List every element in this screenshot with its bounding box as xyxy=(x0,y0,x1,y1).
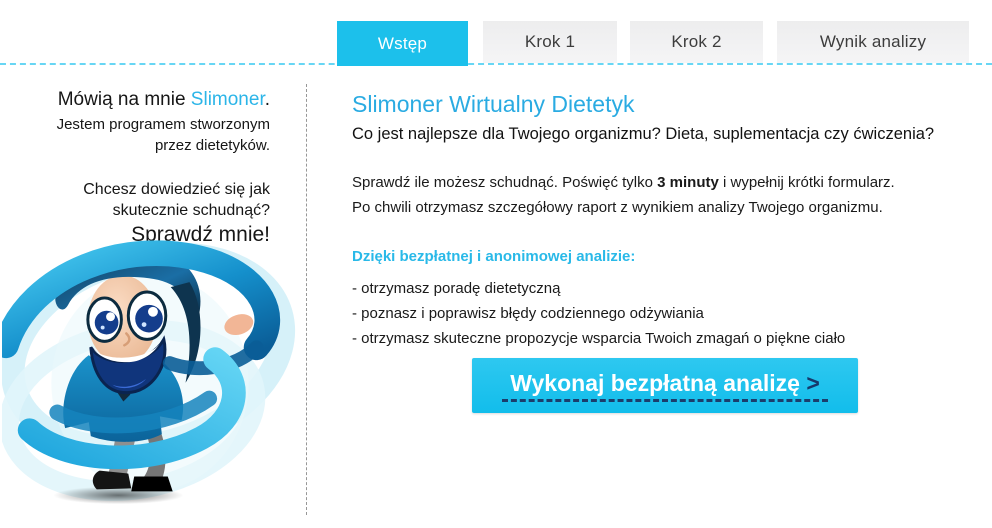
tab-wstep-label: Wstęp xyxy=(377,33,428,53)
benefits-list xyxy=(352,276,967,351)
tab-krok-2[interactable] xyxy=(630,21,763,63)
vertical-dashed-divider xyxy=(306,84,307,515)
tab-wynik-analizy-label: Wynik analizy xyxy=(819,32,927,51)
sidebar-check-me: Sprawdź mnie! xyxy=(131,223,270,246)
tab-krok-2-label: Krok 2 xyxy=(671,32,722,51)
page-title: Slimoner Wirtualny Dietetyk xyxy=(352,91,635,117)
benefits-heading: Dzięki bezpłatnej i anonimowej analizie: xyxy=(352,248,636,265)
tab-krok-1-label: Krok 1 xyxy=(524,32,576,51)
sidebar-question: Chcesz dowiedzieć się jak skutecznie schudnąć? xyxy=(83,181,270,219)
step-tabbar xyxy=(0,0,992,70)
slimoner-mascot-illustration xyxy=(2,222,298,514)
three-minutes-emphasis: 3 minuty xyxy=(657,174,719,191)
benefit-item: - poznasz i poprawisz błędy codziennego odżywiania xyxy=(352,305,704,322)
main-content xyxy=(352,90,967,351)
benefit-item: - otrzymasz poradę dietetyczną xyxy=(352,280,561,297)
tab-wstep[interactable] xyxy=(337,21,468,66)
benefit-item: - otrzymasz skuteczne propozycje wsparcia Twoich zmagań o piękne ciało xyxy=(352,330,846,347)
intro-prefix: Mówią na mnie xyxy=(57,89,191,110)
run-free-analysis-label: Wykonaj bezpłatną analizę > xyxy=(510,369,820,396)
button-dashed-underline xyxy=(502,399,828,402)
intro-suffix: . xyxy=(264,89,270,110)
tab-wynik-analizy[interactable] xyxy=(777,21,969,63)
brand-name: Slimoner xyxy=(190,89,265,110)
intro-paragraph: Sprawdź ile możesz schudnąć. Poświęć tylko 3 minuty i wypełnij krótki formularz. Po chwili otrzymasz szczegółowy raport z wynikiem analizy Twojego organizmu. xyxy=(352,174,895,216)
tab-krok-1[interactable] xyxy=(483,21,617,63)
run-free-analysis-button[interactable] xyxy=(472,358,858,413)
header-dashed-divider xyxy=(0,63,992,65)
page-subtitle: Co jest najlepsze dla Twojego organizmu? Dieta, suplementacja czy ćwiczenia? xyxy=(352,125,935,143)
arrow-right-glyph: > xyxy=(806,369,820,396)
sidebar-intro-line xyxy=(0,88,270,112)
sidebar-about: Jestem programem stworzonym przez dietetyków. xyxy=(56,116,270,154)
